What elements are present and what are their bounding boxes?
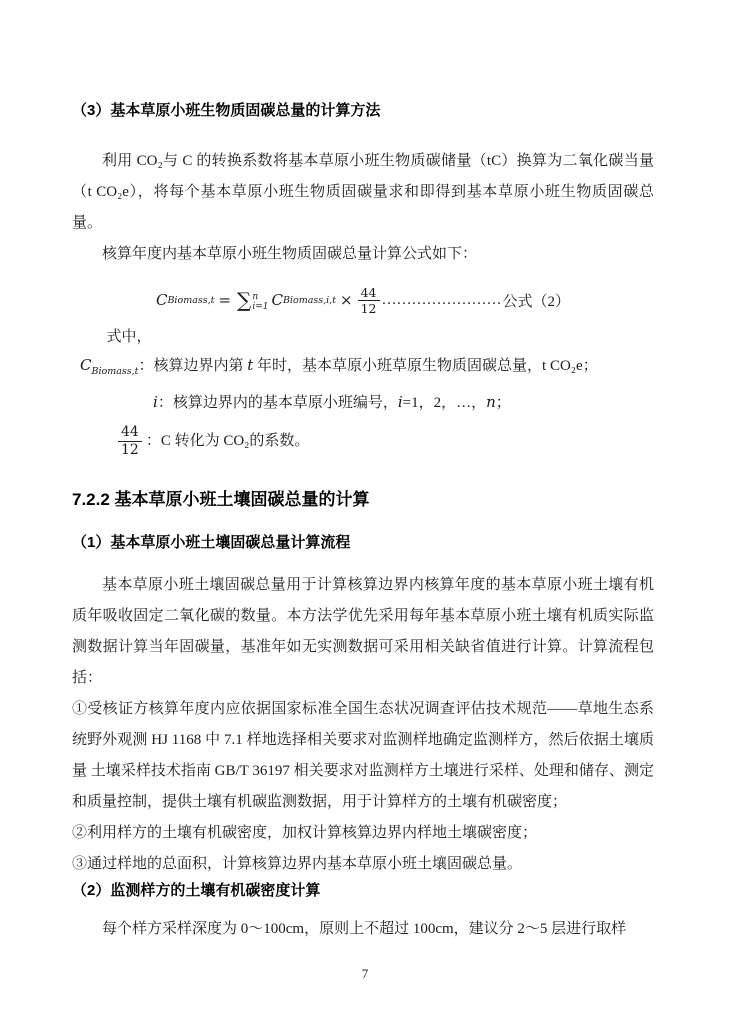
fraction-44-12 <box>358 285 380 316</box>
para-formula-intro: 核算年度内基本草原小班生物质固碳总量计算公式如下： <box>102 246 478 262</box>
sigma-symbol: ∑ <box>237 288 252 312</box>
symbol-base: i <box>153 393 158 411</box>
definition-text: 核算边界内的基本草原小班编号，i=1，2，…，n； <box>172 393 511 411</box>
definition-text: C 转化为 CO₂的系数。 <box>160 433 310 449</box>
step-2: ②利用样方的土壤有机碳密度，加权计算核算边界内样地土壤碳密度； <box>72 825 538 841</box>
formula-label: 公式（2） <box>502 293 571 310</box>
symbol-base: C <box>80 356 92 374</box>
formula-term-subscript: Biomass,i,t <box>282 294 337 306</box>
symbol-cbiomass <box>80 356 154 377</box>
fraction-numerator: 44 <box>358 285 380 301</box>
step-3: ③通过样地的总面积，计算核算边界内基本草原小班土壤固碳总量。 <box>72 856 523 872</box>
times-sign: × <box>340 291 353 309</box>
colon: ： <box>157 393 173 411</box>
fraction-44-12-symbol <box>118 424 142 459</box>
definition-ratio <box>117 418 654 464</box>
sigma-limits <box>252 292 268 313</box>
definition-index-i <box>153 387 654 418</box>
formula-2 <box>72 276 654 324</box>
para-sampling: 每个样方采样深度为 0～100cm，原则上不超过 100cm，建议分 2～5 层进行取样 <box>102 921 627 937</box>
heading-soil-flow: （1）基本草原小班土壤固碳总量计算流程 <box>72 534 351 551</box>
colon: ： <box>138 356 154 374</box>
symbol-subscript: Biomass,t <box>91 366 139 377</box>
heading-soil-section: 7.2.2 基本草原小班土壤固碳总量的计算 <box>72 490 370 509</box>
sigma-lower-limit: i=1 <box>252 302 269 312</box>
formula-expression <box>156 285 381 316</box>
page-number: 7 <box>361 966 369 981</box>
formula-lhs-subscript: Biomass,t <box>167 294 215 306</box>
where-label: 式中， <box>106 329 152 345</box>
para-conversion: 利用 CO₂与 C 的转换系数将基本草原小班生物质碳储量（tC）换算为二氧化碳当量（t CO₂e），将每个基本草原小班生物质固碳量求和即得到基本草原小班生物质固碳总量。 <box>72 153 654 231</box>
fraction-denominator: 12 <box>121 441 139 458</box>
definition-text: 核算边界内第 t 年时，基本草原小班草原生物质固碳总量，t CO₂e； <box>153 356 598 374</box>
step-1: ①受核证方核算年度内应依据国家标准全国生态状况调查评估技术规范——草地生态系统野外观测 HJ 1168 中 7.1 样地选择相关要求对监测样地确定监测样方，然后依据土壤质量 土壤采样技术指南 GB/T 36197 相关要求对监测样方土壤进行采样、处理和储存、测定和质量控制，提供土壤有机碳监测数据，用于计算样方的土壤有机碳密度； <box>72 701 654 810</box>
symbol-i <box>153 393 173 411</box>
colon: ： <box>145 433 161 449</box>
fraction-denominator: 12 <box>360 300 377 316</box>
heading-biomass-method: （3）基本草原小班生物质固碳总量的计算方法 <box>72 102 381 119</box>
sigma-upper-limit: n <box>252 291 259 302</box>
heading-soil-density: （2）监测样方的土壤有机碳密度计算 <box>72 882 321 899</box>
dot-leader: …………………… <box>381 291 502 308</box>
definition-cbiomass <box>80 350 654 387</box>
fraction-numerator: 44 <box>118 424 142 442</box>
para-soil-intro: 基本草原小班土壤固碳总量用于计算核算边界内核算年度的基本草原小班土壤有机质年吸收固定二氧化碳的数量。本方法学优先采用每年基本草原小班土壤有机质实际监测数据计算当年固碳量，基准年如无实测数据可采用相关缺省值进行计算。计算流程包括： <box>72 577 654 686</box>
formula-lhs: C <box>155 291 168 309</box>
formula-term: C <box>271 291 283 309</box>
equals-sign: = <box>218 291 232 309</box>
